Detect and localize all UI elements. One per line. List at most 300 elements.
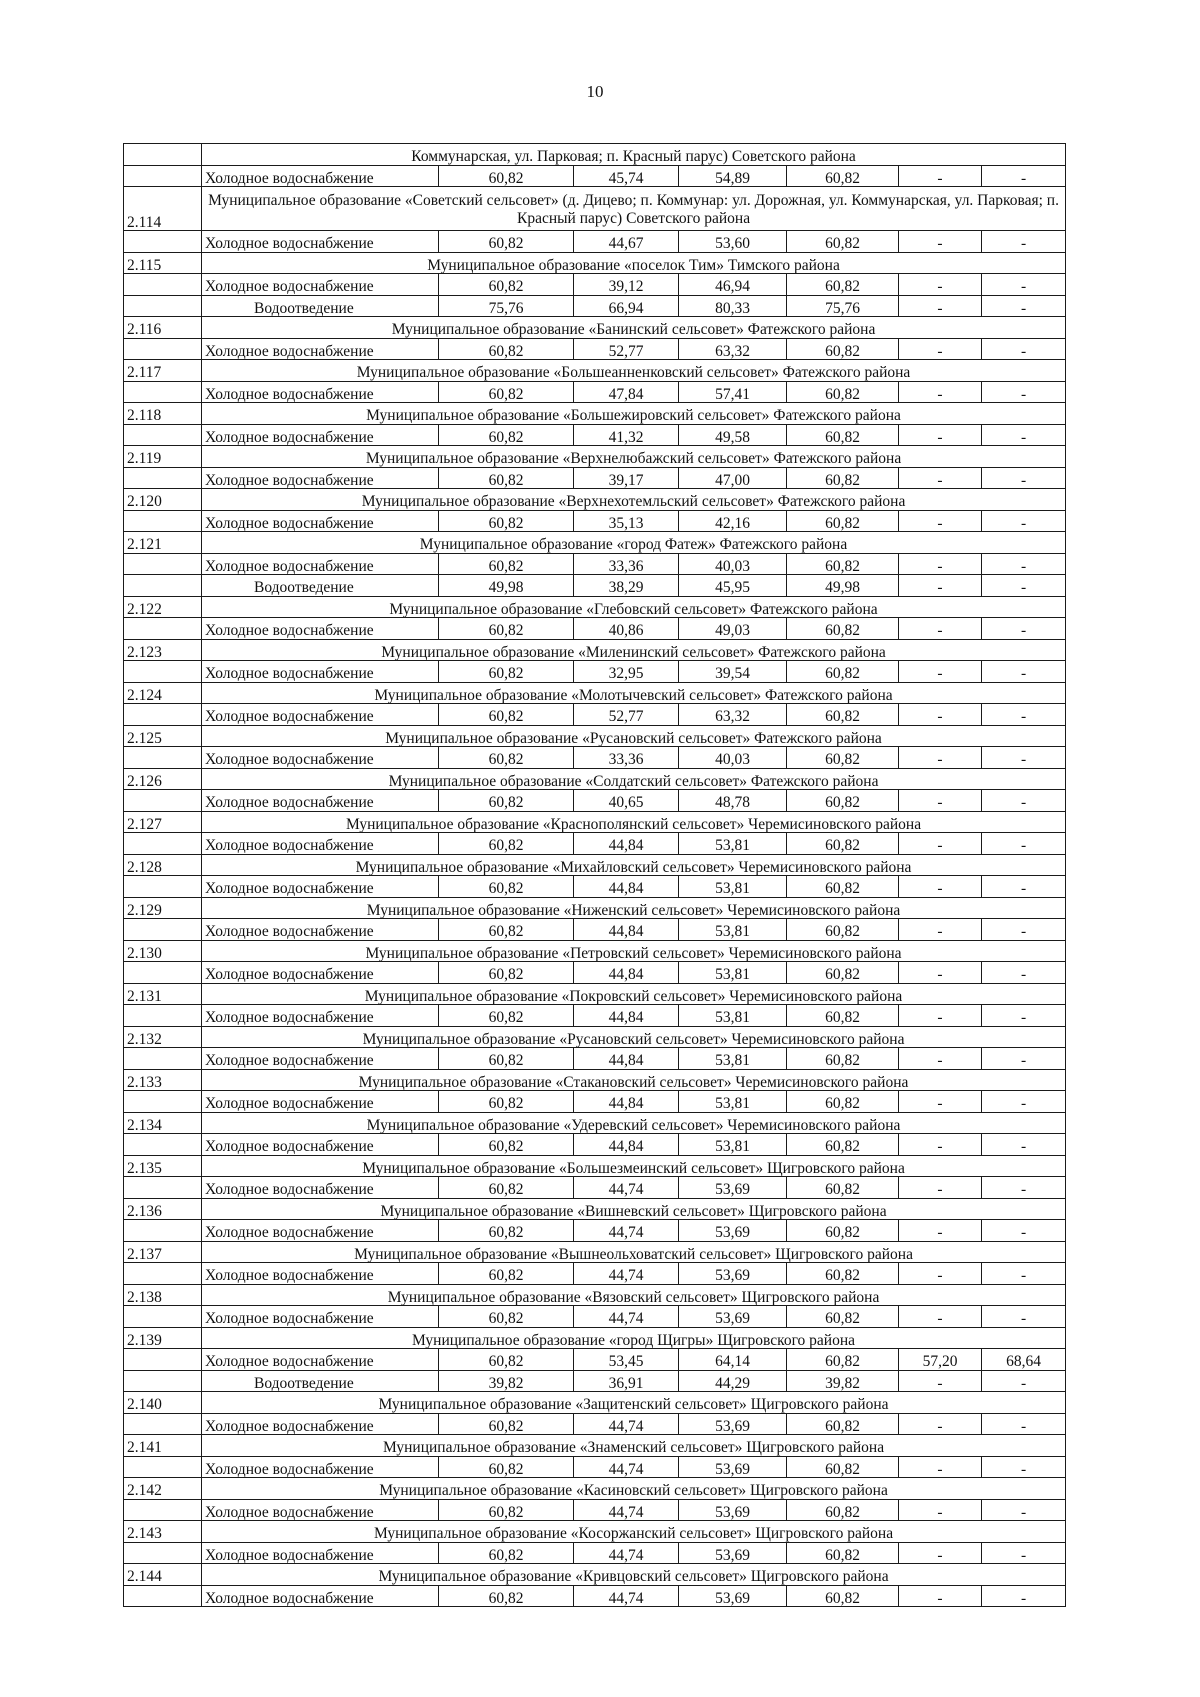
municipality-row [124, 682, 1066, 704]
row-number: 2.115 [124, 252, 202, 274]
tariff-value: 60,82 [787, 424, 899, 446]
municipality-name: Муниципальное образование «город Фатеж» Фатежского района [202, 532, 1066, 554]
row-number-empty [124, 231, 202, 253]
service-name: Холодное водоснабжение [202, 790, 439, 812]
tariff-value: - [982, 1263, 1066, 1285]
row-number: 2.117 [124, 360, 202, 382]
tariff-value: 53,81 [679, 1091, 787, 1113]
municipality-row [124, 596, 1066, 618]
tariff-value: - [982, 1134, 1066, 1156]
municipality-name: Муниципальное образование «Молотычевский сельсовет» Фатежского района [202, 682, 1066, 704]
tariff-value: - [982, 1370, 1066, 1392]
service-row [124, 1005, 1066, 1027]
row-number-empty [124, 165, 202, 187]
tariff-value: - [899, 618, 982, 640]
row-number: 2.127 [124, 811, 202, 833]
tariff-value: - [899, 747, 982, 769]
tariff-table [123, 143, 1066, 1607]
tariff-value: - [982, 1005, 1066, 1027]
tariff-value: 60,82 [439, 1177, 574, 1199]
service-row [124, 1370, 1066, 1392]
municipality-name: Муниципальное образование «Краснополянский сельсовет» Черемисиновского района [202, 811, 1066, 833]
municipality-row [124, 1521, 1066, 1543]
row-number-empty [124, 919, 202, 941]
service-name: Холодное водоснабжение [202, 1306, 439, 1328]
tariff-value: - [899, 1413, 982, 1435]
tariff-value: 33,36 [574, 747, 679, 769]
service-name: Холодное водоснабжение [202, 338, 439, 360]
service-row [124, 1220, 1066, 1242]
tariff-value: - [982, 833, 1066, 855]
row-number-empty [124, 510, 202, 532]
municipality-row [124, 983, 1066, 1005]
tariff-value: 60,82 [787, 618, 899, 640]
tariff-value: - [982, 231, 1066, 253]
tariff-value: - [899, 833, 982, 855]
municipality-name: Муниципальное образование «Большеанненковский сельсовет» Фатежского района [202, 360, 1066, 382]
tariff-value: - [899, 231, 982, 253]
tariff-value: - [899, 1370, 982, 1392]
service-name: Водоотведение [202, 295, 439, 317]
tariff-value: 40,65 [574, 790, 679, 812]
municipality-row [124, 1112, 1066, 1134]
service-row [124, 1413, 1066, 1435]
tariff-value: - [982, 381, 1066, 403]
service-row [124, 467, 1066, 489]
tariff-value: 75,76 [787, 295, 899, 317]
row-number-empty [124, 1177, 202, 1199]
municipality-name: Муниципальное образование «Русановский сельсовет» Черемисиновского района [202, 1026, 1066, 1048]
tariff-value: - [899, 790, 982, 812]
municipality-row [124, 940, 1066, 962]
tariff-value: 60,82 [439, 1349, 574, 1371]
row-number: 2.131 [124, 983, 202, 1005]
tariff-value: 44,67 [574, 231, 679, 253]
tariff-value: 53,69 [679, 1585, 787, 1607]
tariff-value: - [982, 704, 1066, 726]
tariff-value: 44,74 [574, 1306, 679, 1328]
row-number: 2.134 [124, 1112, 202, 1134]
tariff-value: - [899, 575, 982, 597]
service-row [124, 295, 1066, 317]
tariff-value: 35,13 [574, 510, 679, 532]
row-number: 2.125 [124, 725, 202, 747]
tariff-value: 60,82 [439, 618, 574, 640]
tariff-value: 60,82 [787, 833, 899, 855]
tariff-value: 44,84 [574, 1134, 679, 1156]
tariff-value: 60,82 [787, 747, 899, 769]
tariff-value: 60,82 [787, 1263, 899, 1285]
row-number: 2.144 [124, 1564, 202, 1586]
row-number-empty [124, 467, 202, 489]
row-number-empty [124, 575, 202, 597]
municipality-row [124, 144, 1066, 166]
service-row [124, 274, 1066, 296]
municipality-row [124, 639, 1066, 661]
tariff-value: - [982, 1177, 1066, 1199]
row-number-empty [124, 1005, 202, 1027]
tariff-value: - [899, 1542, 982, 1564]
tariff-value: - [982, 1456, 1066, 1478]
service-row [124, 1177, 1066, 1199]
tariff-value: 57,20 [899, 1349, 982, 1371]
tariff-value: 60,82 [439, 1306, 574, 1328]
tariff-value: - [899, 962, 982, 984]
tariff-value: 44,84 [574, 1091, 679, 1113]
municipality-row [124, 854, 1066, 876]
municipality-row [124, 1327, 1066, 1349]
municipality-row [124, 532, 1066, 554]
tariff-value: 60,82 [787, 876, 899, 898]
row-number-empty [124, 833, 202, 855]
row-number: 2.135 [124, 1155, 202, 1177]
tariff-value: 39,54 [679, 661, 787, 683]
municipality-name: Муниципальное образование «Банинский сельсовет» Фатежского района [202, 317, 1066, 339]
tariff-value: 64,14 [679, 1349, 787, 1371]
service-row [124, 919, 1066, 941]
service-name: Холодное водоснабжение [202, 1005, 439, 1027]
municipality-row [124, 403, 1066, 425]
tariff-value: 60,82 [787, 1005, 899, 1027]
tariff-value: 60,82 [787, 1134, 899, 1156]
tariff-value: 63,32 [679, 338, 787, 360]
service-name: Холодное водоснабжение [202, 1456, 439, 1478]
tariff-value: 44,74 [574, 1585, 679, 1607]
tariff-value: - [899, 338, 982, 360]
service-name: Холодное водоснабжение [202, 165, 439, 187]
tariff-value: - [982, 424, 1066, 446]
service-row [124, 424, 1066, 446]
municipality-name: Муниципальное образование «Верхнелюбажский сельсовет» Фатежского района [202, 446, 1066, 468]
row-number-empty [124, 876, 202, 898]
municipality-row [124, 1392, 1066, 1414]
tariff-value: - [899, 1134, 982, 1156]
tariff-value: - [899, 1456, 982, 1478]
row-number: 2.118 [124, 403, 202, 425]
row-number: 2.123 [124, 639, 202, 661]
service-row [124, 833, 1066, 855]
tariff-value: 60,82 [439, 274, 574, 296]
service-name: Холодное водоснабжение [202, 1048, 439, 1070]
tariff-value: 60,82 [787, 704, 899, 726]
tariff-value: 60,82 [787, 1220, 899, 1242]
tariff-value: 53,69 [679, 1177, 787, 1199]
tariff-value: - [982, 1091, 1066, 1113]
municipality-row [124, 187, 1066, 231]
municipality-name: Муниципальное образование «Михайловский сельсовет» Черемисиновского района [202, 854, 1066, 876]
tariff-value: - [982, 876, 1066, 898]
tariff-value: 68,64 [982, 1349, 1066, 1371]
row-number: 2.133 [124, 1069, 202, 1091]
tariff-value: - [899, 1306, 982, 1328]
tariff-value: - [899, 1263, 982, 1285]
row-number-empty [124, 1134, 202, 1156]
service-row [124, 231, 1066, 253]
tariff-value: 53,69 [679, 1220, 787, 1242]
service-row [124, 1263, 1066, 1285]
row-number: 2.124 [124, 682, 202, 704]
tariff-value: 49,58 [679, 424, 787, 446]
tariff-value: 44,74 [574, 1220, 679, 1242]
tariff-value: 60,82 [787, 1499, 899, 1521]
row-number-empty [124, 274, 202, 296]
service-name: Холодное водоснабжение [202, 962, 439, 984]
tariff-value: - [899, 295, 982, 317]
tariff-value: 44,74 [574, 1177, 679, 1199]
row-number: 2.126 [124, 768, 202, 790]
tariff-value: 52,77 [574, 704, 679, 726]
tariff-value: - [982, 962, 1066, 984]
service-row [124, 661, 1066, 683]
tariff-value: - [982, 1542, 1066, 1564]
tariff-value: 46,94 [679, 274, 787, 296]
tariff-value: 44,84 [574, 962, 679, 984]
tariff-value: 45,74 [574, 165, 679, 187]
municipality-row [124, 811, 1066, 833]
service-name: Холодное водоснабжение [202, 1349, 439, 1371]
service-row [124, 790, 1066, 812]
tariff-value: - [899, 274, 982, 296]
municipality-name: Муниципальное образование «Верхнехотемльский сельсовет» Фатежского района [202, 489, 1066, 511]
row-number: 2.139 [124, 1327, 202, 1349]
tariff-value: 60,82 [439, 833, 574, 855]
tariff-value: - [982, 274, 1066, 296]
service-row [124, 165, 1066, 187]
row-number-empty [124, 424, 202, 446]
row-number-empty [124, 338, 202, 360]
row-number-empty [124, 962, 202, 984]
tariff-value: 60,82 [787, 467, 899, 489]
tariff-value: 42,16 [679, 510, 787, 532]
tariff-value: 38,29 [574, 575, 679, 597]
tariff-value: 60,82 [439, 1091, 574, 1113]
service-name: Водоотведение [202, 575, 439, 597]
tariff-value: - [899, 1005, 982, 1027]
municipality-name: Муниципальное образование «Защитенский сельсовет» Щигровского района [202, 1392, 1066, 1414]
row-number-empty [124, 704, 202, 726]
municipality-row [124, 1241, 1066, 1263]
municipality-name: Муниципальное образование «Ниженский сельсовет» Черемисиновского района [202, 897, 1066, 919]
tariff-value: 53,81 [679, 1134, 787, 1156]
tariff-value: 60,82 [787, 1413, 899, 1435]
service-name: Холодное водоснабжение [202, 231, 439, 253]
row-number-empty [124, 1306, 202, 1328]
tariff-value: - [899, 553, 982, 575]
tariff-value: 45,95 [679, 575, 787, 597]
municipality-name: Муниципальное образование «Миленинский сельсовет» Фатежского района [202, 639, 1066, 661]
tariff-value: 47,84 [574, 381, 679, 403]
tariff-value: - [982, 295, 1066, 317]
row-number-empty [124, 381, 202, 403]
municipality-row [124, 360, 1066, 382]
service-row [124, 618, 1066, 640]
tariff-value: 53,81 [679, 876, 787, 898]
tariff-value: - [899, 704, 982, 726]
service-name: Холодное водоснабжение [202, 1499, 439, 1521]
row-number: 2.129 [124, 897, 202, 919]
tariff-value: 60,82 [439, 1585, 574, 1607]
tariff-value: - [982, 747, 1066, 769]
municipality-name: Муниципальное образование «Русановский сельсовет» Фатежского района [202, 725, 1066, 747]
service-row [124, 1048, 1066, 1070]
row-number: 2.121 [124, 532, 202, 554]
service-row [124, 575, 1066, 597]
row-number [124, 144, 202, 166]
tariff-value: - [982, 1220, 1066, 1242]
tariff-value: 44,29 [679, 1370, 787, 1392]
municipality-row [124, 1155, 1066, 1177]
tariff-value: - [982, 1413, 1066, 1435]
municipality-name: Муниципальное образование «поселок Тим» Тимского района [202, 252, 1066, 274]
tariff-value: 75,76 [439, 295, 574, 317]
municipality-row [124, 446, 1066, 468]
municipality-name: Муниципальное образование «Большежировский сельсовет» Фатежского района [202, 403, 1066, 425]
service-name: Холодное водоснабжение [202, 919, 439, 941]
tariff-value: 60,82 [787, 1177, 899, 1199]
tariff-value: - [899, 1177, 982, 1199]
tariff-value: - [982, 553, 1066, 575]
municipality-row [124, 1284, 1066, 1306]
tariff-value: 39,12 [574, 274, 679, 296]
tariff-value: - [982, 618, 1066, 640]
tariff-value: 53,81 [679, 962, 787, 984]
tariff-value: - [899, 467, 982, 489]
service-name: Холодное водоснабжение [202, 1177, 439, 1199]
tariff-value: 60,82 [439, 424, 574, 446]
tariff-value: 60,82 [787, 962, 899, 984]
tariff-value: 60,82 [439, 1413, 574, 1435]
row-number-empty [124, 1542, 202, 1564]
service-name: Холодное водоснабжение [202, 510, 439, 532]
row-number: 2.143 [124, 1521, 202, 1543]
tariff-value: 53,60 [679, 231, 787, 253]
tariff-value: 60,82 [439, 1005, 574, 1027]
table-body [124, 144, 1066, 1607]
tariff-value: 60,82 [787, 1585, 899, 1607]
service-row [124, 553, 1066, 575]
row-number: 2.138 [124, 1284, 202, 1306]
municipality-name: Муниципальное образование «Касиновский сельсовет» Щигровского района [202, 1478, 1066, 1500]
tariff-value: 60,82 [439, 790, 574, 812]
service-row [124, 747, 1066, 769]
row-number: 2.130 [124, 940, 202, 962]
tariff-value: 44,74 [574, 1456, 679, 1478]
municipality-row [124, 252, 1066, 274]
service-name: Холодное водоснабжение [202, 661, 439, 683]
row-number-empty [124, 790, 202, 812]
tariff-value: 44,74 [574, 1499, 679, 1521]
service-name: Холодное водоснабжение [202, 1220, 439, 1242]
tariff-value: 60,82 [439, 467, 574, 489]
tariff-value: 60,82 [439, 510, 574, 532]
tariff-value: 60,82 [787, 661, 899, 683]
tariff-value: 60,82 [787, 381, 899, 403]
tariff-value: 60,82 [439, 165, 574, 187]
service-name: Холодное водоснабжение [202, 1134, 439, 1156]
row-number-empty [124, 1220, 202, 1242]
tariff-value: 60,82 [439, 1499, 574, 1521]
tariff-value: 66,94 [574, 295, 679, 317]
tariff-value: - [982, 165, 1066, 187]
municipality-name: Муниципальное образование «Удеревский сельсовет» Черемисиновского района [202, 1112, 1066, 1134]
tariff-value: 60,82 [439, 1220, 574, 1242]
tariff-value: - [899, 510, 982, 532]
tariff-value: 60,82 [439, 1048, 574, 1070]
tariff-value: 60,82 [439, 1456, 574, 1478]
municipality-name: Муниципальное образование «город Щигры» Щигровского района [202, 1327, 1066, 1349]
tariff-value: 57,41 [679, 381, 787, 403]
tariff-value: 53,69 [679, 1413, 787, 1435]
tariff-value: - [899, 1091, 982, 1113]
tariff-value: 60,82 [439, 876, 574, 898]
service-row [124, 962, 1066, 984]
tariff-value: 60,82 [787, 1091, 899, 1113]
row-number-empty [124, 618, 202, 640]
service-name: Холодное водоснабжение [202, 618, 439, 640]
tariff-value: - [982, 919, 1066, 941]
municipality-name: Муниципальное образование «Кривцовский сельсовет» Щигровского района [202, 1564, 1066, 1586]
service-name: Холодное водоснабжение [202, 1542, 439, 1564]
service-row [124, 1091, 1066, 1113]
row-number-empty [124, 1370, 202, 1392]
service-name: Холодное водоснабжение [202, 1091, 439, 1113]
tariff-value: 53,69 [679, 1456, 787, 1478]
service-name: Холодное водоснабжение [202, 1413, 439, 1435]
tariff-value: 41,32 [574, 424, 679, 446]
service-name: Холодное водоснабжение [202, 704, 439, 726]
row-number: 2.122 [124, 596, 202, 618]
tariff-value: - [982, 510, 1066, 532]
municipality-row [124, 1198, 1066, 1220]
tariff-value: - [899, 661, 982, 683]
tariff-value: 63,32 [679, 704, 787, 726]
tariff-value: 60,82 [439, 704, 574, 726]
tariff-value: - [899, 919, 982, 941]
tariff-value: 49,98 [787, 575, 899, 597]
tariff-value: 53,69 [679, 1499, 787, 1521]
row-number: 2.137 [124, 1241, 202, 1263]
municipality-row [124, 1564, 1066, 1586]
service-row [124, 510, 1066, 532]
row-number: 2.132 [124, 1026, 202, 1048]
row-number-empty [124, 1413, 202, 1435]
tariff-value: 60,82 [439, 962, 574, 984]
tariff-value: 44,84 [574, 1005, 679, 1027]
service-name: Холодное водоснабжение [202, 381, 439, 403]
tariff-value: 52,77 [574, 338, 679, 360]
municipality-name: Муниципальное образование «Петровский сельсовет» Черемисиновского района [202, 940, 1066, 962]
municipality-row [124, 1435, 1066, 1457]
tariff-value: - [899, 424, 982, 446]
service-row [124, 1349, 1066, 1371]
municipality-name: Муниципальное образование «Покровский сельсовет» Черемисиновского района [202, 983, 1066, 1005]
tariff-value: 60,82 [787, 165, 899, 187]
tariff-value: 39,82 [787, 1370, 899, 1392]
service-row [124, 381, 1066, 403]
service-row [124, 1134, 1066, 1156]
tariff-value: 53,69 [679, 1542, 787, 1564]
municipality-row [124, 768, 1066, 790]
municipality-row [124, 1069, 1066, 1091]
service-row [124, 1585, 1066, 1607]
municipality-row [124, 897, 1066, 919]
tariff-value: 60,82 [439, 1542, 574, 1564]
tariff-value: 60,82 [787, 231, 899, 253]
service-row [124, 704, 1066, 726]
row-number: 2.116 [124, 317, 202, 339]
tariff-value: 44,74 [574, 1413, 679, 1435]
row-number: 2.119 [124, 446, 202, 468]
